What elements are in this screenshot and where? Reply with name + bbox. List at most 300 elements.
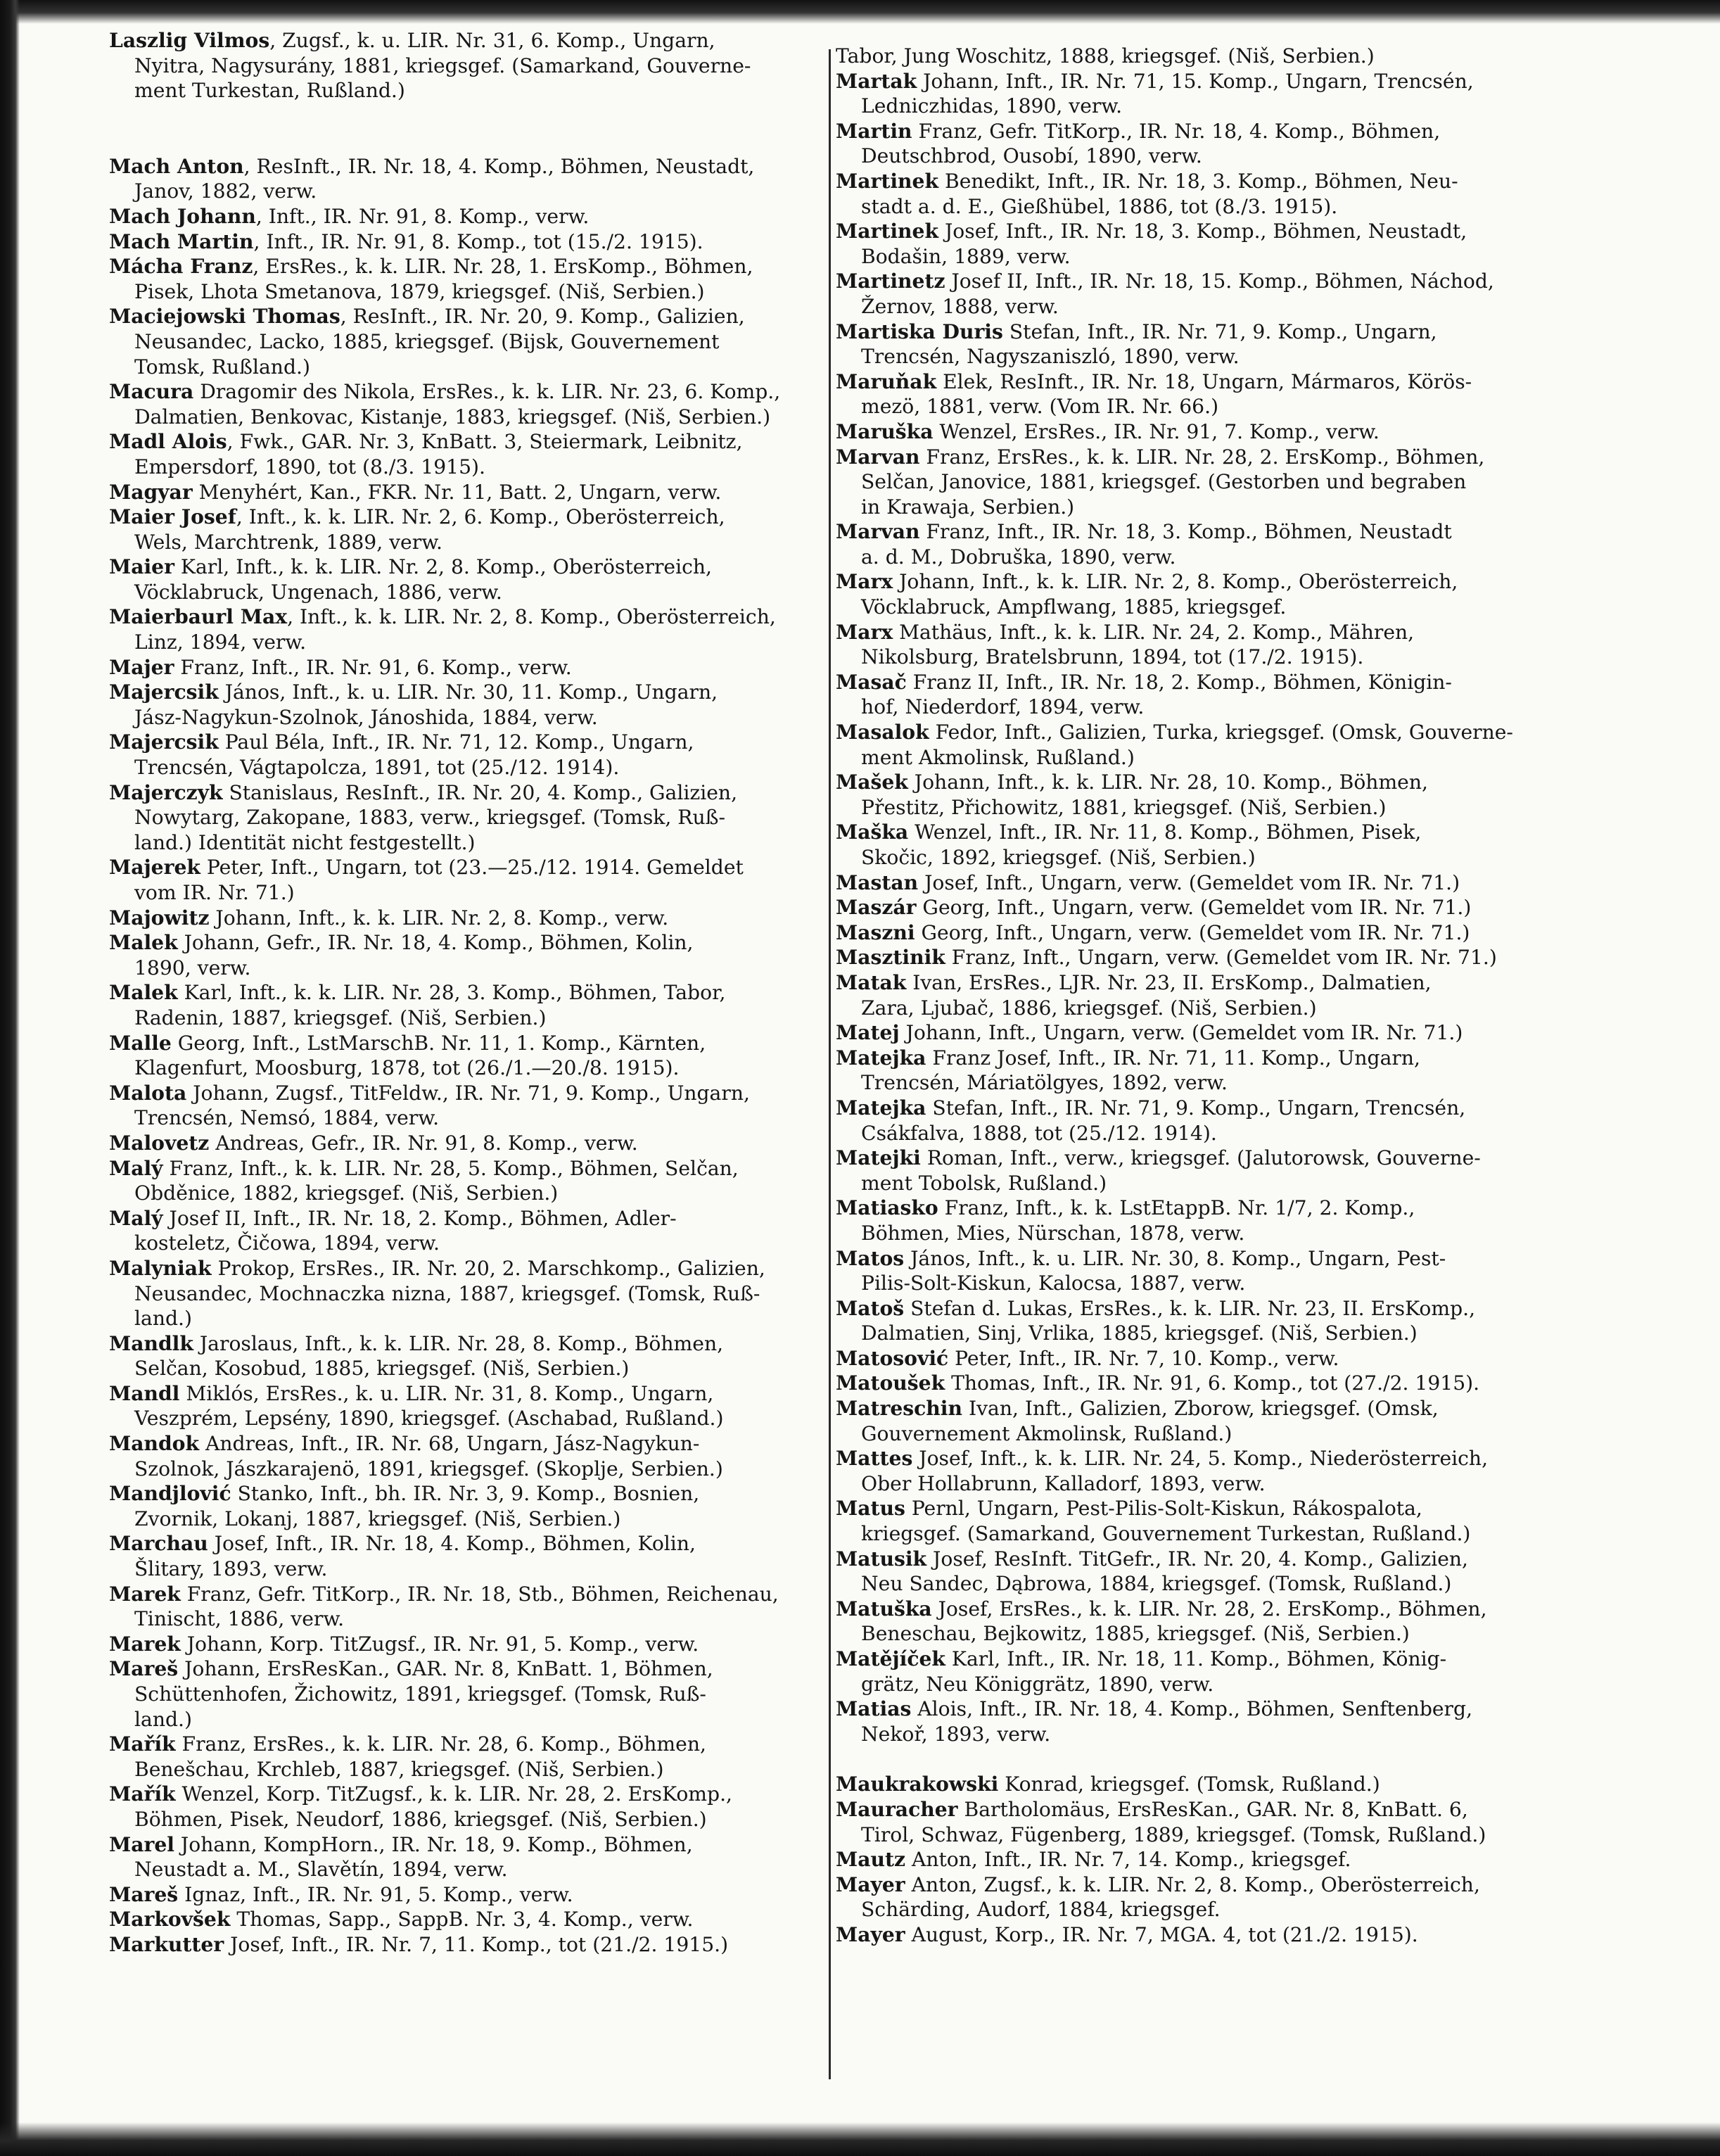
entry-name: Mašek <box>836 771 908 794</box>
entry-name: Matias <box>836 1697 912 1721</box>
entry-name: Mandlk <box>109 1331 193 1355</box>
entry-name: Majer <box>109 655 174 679</box>
register-entry <box>109 1632 841 1657</box>
entry-name: Mácha Franz <box>109 255 253 279</box>
register-entry <box>109 980 841 1030</box>
entry-continuation: Vöcklabruck, Ungenach, 1886, verw. <box>134 580 502 604</box>
entry-details: Johann, Korp. TitZugsf., IR. Nr. 91, 5. Komp., verw. <box>180 1632 699 1656</box>
entry-name: Mauracher <box>836 1797 958 1821</box>
entry-name: Majercsik <box>109 680 219 704</box>
entry-name: Matos <box>836 1246 905 1270</box>
register-entry <box>836 519 1567 569</box>
register-entry <box>109 1156 841 1206</box>
entry-name: Martiska Duris <box>836 319 1003 343</box>
register-entry <box>836 1046 1567 1096</box>
register-entry <box>109 505 841 554</box>
register-entry <box>836 219 1567 269</box>
entry-continuation: Dalmatien, Sinj, Vrlika, 1885, kriegsgef. (Niš, Serbien.) <box>861 1321 1418 1345</box>
entry-details: Josef, Inft., k. k. LIR. Nr. 24, 5. Komp., Niederösterreich, <box>912 1447 1489 1471</box>
entry-details: Elek, ResInft., IR. Nr. 18, Ungarn, Mármaros, Körös- <box>936 369 1472 393</box>
register-entry <box>836 1547 1567 1597</box>
entry-name: Maszár <box>836 896 917 920</box>
entry-name: Majerczyk <box>109 780 223 804</box>
entry-details: Prokop, ErsRes., IR. Nr. 20, 2. Marschkomp., Galizien, <box>211 1256 765 1280</box>
entry-name: Marvan <box>836 445 920 469</box>
entry-name: Masztinik <box>836 946 945 970</box>
entry-continuation: Jász-Nagykun-Szolnok, Jánoshida, 1884, verw. <box>134 705 598 729</box>
entry-continuation: Klagenfurt, Moosburg, 1878, tot (26./1.—20./8. 1915). <box>134 1056 680 1080</box>
entry-name: Majowitz <box>109 906 210 930</box>
entry-details: Johann, Inft., IR. Nr. 71, 15. Komp., Ungarn, Trencsén, <box>917 69 1474 93</box>
register-entry <box>109 655 841 680</box>
entry-details: , Zugsf., k. u. LIR. Nr. 31, 6. Komp., Ungarn, <box>269 29 715 52</box>
entry-continuation: Žernov, 1888, verw. <box>861 294 1059 318</box>
entry-name: Matusik <box>836 1547 927 1571</box>
entry-details: Konrad, kriegsgef. (Tomsk, Rußland.) <box>998 1773 1380 1796</box>
entry-continuation: Nekoř, 1893, verw. <box>861 1722 1051 1746</box>
entry-details: Georg, Inft., Ungarn, verw. (Gemeldet vom IR. Nr. 71.) <box>916 896 1472 920</box>
entry-details: Franz, Inft., k. k. LstEtappB. Nr. 1/7, 2. Komp., <box>938 1196 1415 1220</box>
entry-name: Maruška <box>836 419 934 443</box>
entry-continuation: stadt a. d. E., Gießhübel, 1886, tot (8./3. 1915). <box>861 194 1338 218</box>
register-entry <box>109 604 841 654</box>
entry-details: Alois, Inft., IR. Nr. 18, 4. Komp., Böhmen, Senftenberg, <box>911 1697 1473 1721</box>
register-entry <box>836 1797 1567 1847</box>
register-entry <box>836 1496 1567 1546</box>
entry-name: Mastan <box>836 870 919 894</box>
entry-name: Mayer <box>836 1922 905 1946</box>
entry-name: Mandok <box>109 1432 199 1456</box>
register-entry <box>109 204 841 229</box>
entry-name: Maruňak <box>836 369 937 393</box>
entry-name: Maier <box>109 555 174 579</box>
register-entry <box>836 1020 1567 1046</box>
register-entry <box>836 1772 1567 1797</box>
entry-name: Matoš <box>836 1296 905 1320</box>
entry-details: Benedikt, Inft., IR. Nr. 18, 3. Komp., Böhmen, Neu- <box>938 169 1458 193</box>
entry-name: Maška <box>836 820 909 844</box>
entry-continuation: land.) <box>134 1307 192 1331</box>
register-entry <box>836 1872 1567 1922</box>
entry-continuation: Szolnok, Jászkarajenö, 1891, kriegsgef. (Skoplje, Serbien.) <box>134 1457 723 1480</box>
entry-name: Mach Anton <box>109 154 244 178</box>
register-entry <box>109 1481 841 1531</box>
entry-continuation: Empersdorf, 1890, tot (8./3. 1915). <box>134 455 485 478</box>
entry-details: Franz, ErsRes., k. k. LIR. Nr. 28, 2. ErsKomp., Böhmen, <box>919 445 1485 469</box>
scan-edge-top <box>0 0 1720 24</box>
entry-details: Georg, Inft., Ungarn, verw. (Gemeldet vom IR. Nr. 71.) <box>915 920 1470 944</box>
entry-details: Peter, Inft., Ungarn, tot (23.—25./12. 1914. Gemeldet <box>200 856 744 880</box>
entry-name: Malek <box>109 931 178 955</box>
entry-details: Franz, Gefr. TitKorp., IR. Nr. 18, 4. Komp., Böhmen, <box>912 119 1441 143</box>
register-entry <box>836 1096 1567 1146</box>
entry-details: Franz, Inft., IR. Nr. 91, 6. Komp., verw. <box>174 655 572 679</box>
entry-continuation: Böhmen, Pisek, Neudorf, 1886, kriegsgef. (Niš, Serbien.) <box>134 1807 707 1831</box>
entry-name: Mařík <box>109 1782 176 1806</box>
entry-name: Markovšek <box>109 1908 231 1932</box>
register-entry <box>109 429 841 479</box>
register-entry <box>109 1256 841 1331</box>
entry-continuation: land.) Identität nicht festgestellt.) <box>134 830 476 854</box>
entry-name: Malý <box>109 1206 163 1230</box>
entry-continuation: Ledniczhidas, 1890, verw. <box>861 94 1123 118</box>
entry-details: Fedor, Inft., Galizien, Turka, kriegsgef. (Omsk, Gouverne- <box>929 721 1513 744</box>
entry-details: Josef, Inft., IR. Nr. 18, 3. Komp., Böhmen, Neustadt, <box>938 220 1467 243</box>
register-entry <box>836 1396 1567 1446</box>
register-entry <box>109 229 841 255</box>
entry-name: Matak <box>836 970 907 994</box>
entry-details: Andreas, Gefr., IR. Nr. 91, 8. Komp., verw. <box>209 1131 638 1155</box>
entry-name: Maciejowski Thomas <box>109 305 340 329</box>
entry-name: Marx <box>836 570 893 594</box>
entry-details: János, Inft., k. u. LIR. Nr. 30, 11. Komp., Ungarn, <box>218 680 718 704</box>
entry-continuation: 1890, verw. <box>134 956 251 979</box>
entry-continuation: Pilis-Solt-Kiskun, Kalocsa, 1887, verw. <box>861 1272 1246 1295</box>
entry-continuation: hof, Niederdorf, 1894, verw. <box>861 695 1145 719</box>
entry-name: Madl Alois <box>109 430 227 454</box>
register-entry <box>109 1081 841 1131</box>
entry-continuation: Janov, 1882, verw. <box>134 179 317 203</box>
register-entry <box>836 445 1567 520</box>
entry-details: Peter, Inft., IR. Nr. 7, 10. Komp., verw. <box>948 1346 1339 1370</box>
entry-continuation: Benešchau, Krchleb, 1887, kriegsgef. (Niš, Serbien.) <box>134 1757 664 1781</box>
entry-continuation: kriegsgef. (Samarkand, Gouvernement Turkestan, Rußland.) <box>861 1522 1471 1546</box>
entry-details: Franz, Inft., Ungarn, verw. (Gemeldet vom IR. Nr. 71.) <box>945 946 1497 970</box>
entry-continuation: Csákfalva, 1888, tot (25./12. 1914). <box>861 1121 1217 1145</box>
entry-name: Mandjlović <box>109 1482 231 1506</box>
entry-continuation: Zvornik, Lokanj, 1887, kriegsgef. (Niš, Serbien.) <box>134 1507 621 1530</box>
entry-continuation: Nikolsburg, Bratelsbrunn, 1894, tot (17./2. 1915). <box>861 645 1364 669</box>
entry-name: Martak <box>836 69 917 93</box>
entry-details: Franz, ErsRes., k. k. LIR. Nr. 28, 6. Komp., Böhmen, <box>175 1732 706 1756</box>
entry-continuation: Neu Sandec, Dąbrowa, 1884, kriegsgef. (Tomsk, Rußland.) <box>861 1572 1452 1596</box>
register-entry <box>109 1932 841 1958</box>
entry-name: Malek <box>109 981 178 1005</box>
entry-name: Malota <box>109 1081 187 1105</box>
entry-details: Johann, Inft., k. k. LIR. Nr. 28, 10. Komp., Böhmen, <box>907 771 1428 794</box>
entry-details: Franz Josef, Inft., IR. Nr. 71, 11. Komp., Ungarn, <box>926 1046 1420 1070</box>
entry-name: Matuška <box>836 1597 932 1621</box>
entry-name: Malý <box>109 1156 163 1180</box>
entry-details: Stefan, Inft., IR. Nr. 71, 9. Komp., Ungarn, Trencsén, <box>926 1096 1466 1120</box>
entry-details: Paul Béla, Inft., IR. Nr. 71, 12. Komp., Ungarn, <box>218 730 694 754</box>
entry-name: Majerek <box>109 856 200 880</box>
register-entry <box>109 730 841 780</box>
register-entry <box>109 1782 841 1832</box>
entry-name: Matiasko <box>836 1196 938 1220</box>
entry-continuation: Trencsén, Máriatölgyes, 1892, verw. <box>861 1071 1228 1095</box>
entry-details: Pernl, Ungarn, Pest-Pilis-Solt-Kiskun, Rákospalota, <box>905 1497 1422 1521</box>
entry-details: Karl, Inft., k. k. LIR. Nr. 2, 8. Komp., Oberösterreich, <box>174 555 713 579</box>
entry-continuation: Šlitary, 1893, verw. <box>134 1557 328 1581</box>
register-entry <box>109 1131 841 1156</box>
entry-name: Marx <box>836 620 893 644</box>
entry-continuation: Neustadt a. M., Slavětín, 1894, verw. <box>134 1858 508 1882</box>
entry-continuation: mezö, 1881, verw. (Vom IR. Nr. 66.) <box>861 395 1219 419</box>
entry-continuation: ment Tobolsk, Rußland.) <box>861 1171 1107 1195</box>
register-entry <box>836 269 1567 319</box>
entry-continuation: Neusandec, Lacko, 1885, kriegsgef. (Bijsk, Gouvernement <box>134 329 720 353</box>
entry-name: Matejki <box>836 1146 921 1170</box>
register-entry <box>836 1922 1567 1948</box>
entry-continuation: Přestitz, Přichowitz, 1881, kriegsgef. (Niš, Serbien.) <box>861 795 1387 819</box>
entry-continuation: Nyitra, Nagysurány, 1881, kriegsgef. (Samarkand, Gouverne- <box>134 53 751 77</box>
scan-edge-left <box>0 0 20 2156</box>
entry-name: Macura <box>109 380 194 404</box>
entry-continuation: Dalmatien, Benkovac, Kistanje, 1883, kriegsgef. (Niš, Serbien.) <box>134 405 771 429</box>
entry-name: Masač <box>836 670 907 694</box>
entry-details: Andreas, Inft., IR. Nr. 68, Ungarn, Jász-Nagykun- <box>199 1432 700 1456</box>
register-entry <box>109 780 841 856</box>
entry-details: Johann, Inft., k. k. LIR. Nr. 2, 8. Komp., Oberösterreich, <box>893 570 1458 594</box>
entry-name: Mayer <box>836 1872 905 1896</box>
register-entry <box>109 1582 841 1632</box>
entry-continuation: kosteletz, Čičowa, 1894, verw. <box>134 1231 440 1255</box>
register-entry <box>836 720 1567 770</box>
entry-name: Marek <box>109 1582 181 1606</box>
entry-details: , ResInft., IR. Nr. 18, 4. Komp., Böhmen, Neustadt, <box>243 154 755 178</box>
entry-details: Georg, Inft., LstMarschB. Nr. 11, 1. Komp., Kärnten, <box>171 1031 706 1055</box>
entry-name: Marel <box>109 1832 174 1856</box>
entry-continuation: Pisek, Lhota Smetanova, 1879, kriegsgef. (Niš, Serbien.) <box>134 279 705 303</box>
entry-continuation: Vöcklabruck, Ampflwang, 1885, kriegsgef. <box>861 595 1287 619</box>
register-entry <box>836 1196 1567 1245</box>
entry-details: Josef, ErsRes., k. k. LIR. Nr. 28, 2. ErsKomp., Böhmen, <box>931 1597 1487 1621</box>
entry-details: Josef II, Inft., IR. Nr. 18, 15. Komp., Böhmen, Náchod, <box>945 270 1494 293</box>
register-entry <box>836 620 1567 670</box>
entry-details: Josef, Inft., Ungarn, verw. (Gemeldet vom IR. Nr. 71.) <box>918 870 1460 894</box>
entry-continuation: Linz, 1894, verw. <box>134 630 307 654</box>
entry-continuation: in Krawaja, Serbien.) <box>861 495 1075 519</box>
register-entry <box>836 870 1567 896</box>
entry-details: Josef, Inft., IR. Nr. 18, 4. Komp., Böhmen, Kolin, <box>208 1532 696 1556</box>
register-entry <box>836 1146 1567 1196</box>
register-entry <box>836 895 1567 920</box>
entry-name: Laszlig Vilmos <box>109 29 270 52</box>
entry-details: Johann, ErsResKan., GAR. Nr. 8, KnBatt. 1, Böhmen, <box>178 1657 713 1681</box>
entry-details: Bartholomäus, ErsResKan., GAR. Nr. 8, KnBatt. 6, <box>957 1797 1468 1821</box>
entry-details: Ignaz, Inft., IR. Nr. 91, 5. Komp., verw. <box>178 1882 573 1906</box>
register-entry <box>836 169 1567 219</box>
entry-name: Malyniak <box>109 1256 212 1280</box>
register-entry <box>109 379 841 429</box>
register-entry <box>836 69 1567 119</box>
register-entry <box>836 1647 1567 1697</box>
entry-continuation: Trencsén, Vágtapolcza, 1891, tot (25./12. 1914). <box>134 756 620 780</box>
entry-details: János, Inft., k. u. LIR. Nr. 30, 8. Komp., Ungarn, Pest- <box>904 1246 1446 1270</box>
register-entry <box>109 930 841 980</box>
register-entry <box>836 920 1567 946</box>
entry-continuation: Böhmen, Mies, Nürschan, 1878, verw. <box>861 1221 1245 1245</box>
entry-details: August, Korp., IR. Nr. 7, MGA. 4, tot (21./2. 1915). <box>905 1922 1418 1946</box>
entry-details: Franz II, Inft., IR. Nr. 18, 2. Komp., Böhmen, Königin- <box>906 670 1452 694</box>
entry-continuation: a. d. M., Dobruška, 1890, verw. <box>861 545 1176 569</box>
entry-details: Thomas, Inft., IR. Nr. 91, 6. Komp., tot (27./2. 1915). <box>945 1371 1480 1395</box>
register-entry <box>109 1656 841 1732</box>
entry-name: Mařík <box>109 1732 176 1756</box>
entry-continuation: Deutschbrod, Ousobí, 1890, verw. <box>861 144 1202 168</box>
entry-continuation: Bodašin, 1889, verw. <box>861 244 1071 268</box>
entry-name: Martinek <box>836 169 939 193</box>
entry-details: Stefan, Inft., IR. Nr. 71, 9. Komp., Ungarn, <box>1002 319 1437 343</box>
entry-details: , Inft., IR. Nr. 91, 8. Komp., tot (15./2. 1915). <box>253 229 703 253</box>
section-gap <box>836 1746 1567 1772</box>
entry-continuation: Trencsén, Nagyszaniszló, 1890, verw. <box>861 345 1240 369</box>
register-entry <box>109 1206 841 1256</box>
entry-details: Mathäus, Inft., k. k. LIR. Nr. 24, 2. Komp., Mähren, <box>893 620 1415 644</box>
entry-continuation: Tirol, Schwaz, Fügenberg, 1889, kriegsgef. (Tomsk, Rußland.) <box>861 1822 1486 1846</box>
register-entry <box>109 1907 841 1932</box>
entry-details: Karl, Inft., k. k. LIR. Nr. 28, 3. Komp., Böhmen, Tabor, <box>177 981 726 1005</box>
entry-name: Matějíček <box>836 1647 945 1670</box>
register-entry <box>836 1296 1567 1346</box>
entry-continuation: grätz, Neu Königgrätz, 1890, verw. <box>861 1672 1214 1696</box>
register-entry <box>109 304 841 379</box>
register-entry <box>109 1832 841 1882</box>
entry-details: Stanislaus, ResInft., IR. Nr. 20, 4. Komp., Galizien, <box>222 780 738 804</box>
register-entry <box>109 1331 841 1381</box>
register-entry <box>836 569 1567 619</box>
entry-name: Masalok <box>836 721 929 744</box>
register-entry <box>109 254 841 304</box>
register-entry <box>836 770 1567 820</box>
entry-details: Josef, ResInft. TitGefr., IR. Nr. 20, 4. Komp., Galizien, <box>926 1547 1469 1571</box>
register-entry <box>109 154 841 204</box>
entry-details: Thomas, Sapp., SappB. Nr. 3, 4. Komp., verw. <box>230 1908 694 1932</box>
entry-continuation: Neusandec, Mochnaczka nizna, 1887, kriegsgef. (Tomsk, Ruß- <box>134 1281 760 1305</box>
register-entry <box>109 680 841 730</box>
entry-details: Miklós, ErsRes., k. u. LIR. Nr. 31, 8. Komp., Ungarn, <box>179 1381 714 1405</box>
entry-name: Maszni <box>836 920 915 944</box>
entry-name: Mareš <box>109 1882 179 1906</box>
entry-details: Johann, Zugsf., TitFeldw., IR. Nr. 71, 9. Komp., Ungarn, <box>186 1081 750 1105</box>
entry-continuation: Veszprém, Lepsény, 1890, kriegsgef. (Aschabad, Rußland.) <box>134 1407 724 1431</box>
register-entry <box>109 28 841 103</box>
register-entry <box>109 855 841 905</box>
entry-name: Maierbaurl Max <box>109 605 288 629</box>
register-entry <box>109 1381 841 1431</box>
entry-details: Wenzel, ErsRes., IR. Nr. 91, 7. Komp., verw. <box>933 419 1380 443</box>
register-entry <box>836 970 1567 1020</box>
entry-details: Franz, Gefr. TitKorp., IR. Nr. 18, Stb., Böhmen, Reichenau, <box>180 1582 779 1606</box>
entry-continuation: Beneschau, Bejkowitz, 1885, kriegsgef. (Niš, Serbien.) <box>861 1622 1410 1646</box>
section-gap <box>109 103 841 154</box>
register-entry <box>836 44 1567 69</box>
entry-name: Martinetz <box>836 270 945 293</box>
entry-name: Markutter <box>109 1932 224 1956</box>
entry-details: , ResInft., IR. Nr. 20, 9. Komp., Galizien, <box>340 305 745 329</box>
register-entry <box>109 1431 841 1481</box>
entry-details: Anton, Zugsf., k. k. LIR. Nr. 2, 8. Komp., Oberösterreich, <box>905 1872 1480 1896</box>
entry-name: Matej <box>836 1021 900 1045</box>
entry-name: Mareš <box>109 1657 179 1681</box>
entry-name: Malovetz <box>109 1131 210 1155</box>
entry-details: Stefan d. Lukas, ErsRes., k. k. LIR. Nr. 23, II. ErsKomp., <box>904 1296 1476 1320</box>
entry-details: Josef II, Inft., IR. Nr. 18, 2. Komp., Böhmen, Adler- <box>163 1206 677 1230</box>
register-entry <box>109 480 841 505</box>
entry-continuation: Schärding, Audorf, 1884, kriegsgef. <box>861 1898 1221 1922</box>
entry-continuation: Schüttenhofen, Žichowitz, 1891, kriegsgef. (Tomsk, Ruß- <box>134 1682 706 1706</box>
entry-name: Mach Martin <box>109 229 254 253</box>
entry-details: Menyhért, Kan., FKR. Nr. 11, Batt. 2, Ungarn, verw. <box>192 480 722 504</box>
entry-details: Jaroslaus, Inft., k. k. LIR. Nr. 28, 8. Komp., Böhmen, <box>193 1331 724 1355</box>
register-entry <box>109 1732 841 1782</box>
entry-name: Marchau <box>109 1532 208 1556</box>
entry-details: , Inft., k. k. LIR. Nr. 2, 8. Komp., Oberösterreich, <box>287 605 776 629</box>
entry-details: , Inft., k. k. LIR. Nr. 2, 6. Komp., Oberösterreich, <box>236 505 725 529</box>
entry-details: Josef, Inft., IR. Nr. 7, 11. Komp., tot (21./2. 1915.) <box>224 1932 729 1956</box>
entry-details: Johann, Gefr., IR. Nr. 18, 4. Komp., Böhmen, Kolin, <box>177 931 694 955</box>
register-entry <box>836 1446 1567 1496</box>
entry-details: Franz, Inft., k. k. LIR. Nr. 28, 5. Komp., Böhmen, Selčan, <box>163 1156 739 1180</box>
register-entry <box>109 1031 841 1081</box>
register-entry <box>836 820 1567 870</box>
entry-continuation: Tinischt, 1886, verw. <box>134 1607 345 1631</box>
entry-details: Stanko, Inft., bh. IR. Nr. 3, 9. Komp., Bosnien, <box>231 1482 700 1506</box>
entry-details: Dragomir des Nikola, ErsRes., k. k. LIR. Nr. 23, 6. Komp., <box>193 380 781 404</box>
entry-details: , Fwk., GAR. Nr. 3, KnBatt. 3, Steiermark, Leibnitz, <box>227 430 743 454</box>
entry-details: Wenzel, Inft., IR. Nr. 11, 8. Komp., Böhmen, Pisek, <box>908 820 1422 844</box>
entry-continuation: Zara, Ljubač, 1886, kriegsgef. (Niš, Serbien.) <box>861 996 1317 1020</box>
entry-name: Marek <box>109 1632 181 1656</box>
entry-continuation: ment Akmolinsk, Rußland.) <box>861 745 1135 769</box>
entry-continuation: Gouvernement Akmolinsk, Rußland.) <box>861 1421 1232 1445</box>
register-entry <box>109 906 841 931</box>
entry-details: , ErsRes., k. k. LIR. Nr. 28, 1. ErsKomp., Böhmen, <box>253 255 753 279</box>
entry-details: Wenzel, Korp. TitZugsf., k. k. LIR. Nr. 28, 2. ErsKomp., <box>175 1782 732 1806</box>
entry-details: Karl, Inft., IR. Nr. 18, 11. Komp., Böhmen, König- <box>945 1647 1447 1670</box>
entry-name: Matoušek <box>836 1371 945 1395</box>
entry-name: Martin <box>836 119 912 143</box>
register-entry <box>836 1346 1567 1371</box>
register-entry <box>836 945 1567 970</box>
register-entry <box>836 1697 1567 1746</box>
register-entry <box>109 554 841 604</box>
register-entry <box>836 319 1567 369</box>
entry-continuation: Tomsk, Rußland.) <box>134 355 310 379</box>
entry-name: Matreschin <box>836 1397 962 1421</box>
entry-name: Marvan <box>836 520 920 544</box>
entry-name: Mandl <box>109 1381 180 1405</box>
entry-name: Matejka <box>836 1096 926 1120</box>
scan-edge-bottom <box>0 2122 1720 2156</box>
entry-name: Magyar <box>109 480 193 504</box>
entry-name: Matus <box>836 1497 905 1521</box>
entry-continuation: Ober Hollabrunn, Kalladorf, 1893, verw. <box>861 1471 1266 1495</box>
entry-name: Malle <box>109 1031 172 1055</box>
entry-name: Maukrakowski <box>836 1773 999 1796</box>
register-entry <box>836 119 1567 169</box>
entry-continuation: Nowytarg, Zakopane, 1883, verw., kriegsgef. (Tomsk, Ruß- <box>134 806 726 830</box>
entry-name: Mattes <box>836 1447 913 1471</box>
entry-details: Roman, Inft., verw., kriegsgef. (Jalutorowsk, Gouverne- <box>920 1146 1481 1170</box>
entry-continuation: Skočic, 1892, kriegsgef. (Niš, Serbien.) <box>861 846 1256 869</box>
register-entry <box>109 1531 841 1581</box>
entry-name: Mautz <box>836 1848 905 1872</box>
entry-details: Tabor, Jung Woschitz, 1888, kriegsgef. (Niš, Serbien.) <box>836 44 1375 68</box>
register-entry <box>836 1371 1567 1396</box>
entry-continuation: Obděnice, 1882, kriegsgef. (Niš, Serbien.) <box>134 1181 559 1205</box>
entry-details: Johann, Inft., Ungarn, verw. (Gemeldet vom IR. Nr. 71.) <box>899 1021 1463 1045</box>
register-entry <box>836 419 1567 445</box>
entry-continuation: Selčan, Janovice, 1881, kriegsgef. (Gestorben und begraben <box>861 470 1467 494</box>
entry-continuation: Radenin, 1887, kriegsgef. (Niš, Serbien.) <box>134 1006 547 1029</box>
entry-details: Anton, Inft., IR. Nr. 7, 14. Komp., kriegsgef. <box>905 1848 1351 1872</box>
entry-details: , Inft., IR. Nr. 91, 8. Komp., verw. <box>255 204 590 228</box>
register-entry <box>836 1246 1567 1296</box>
register-entry <box>836 670 1567 720</box>
entry-name: Mach Johann <box>109 204 256 228</box>
